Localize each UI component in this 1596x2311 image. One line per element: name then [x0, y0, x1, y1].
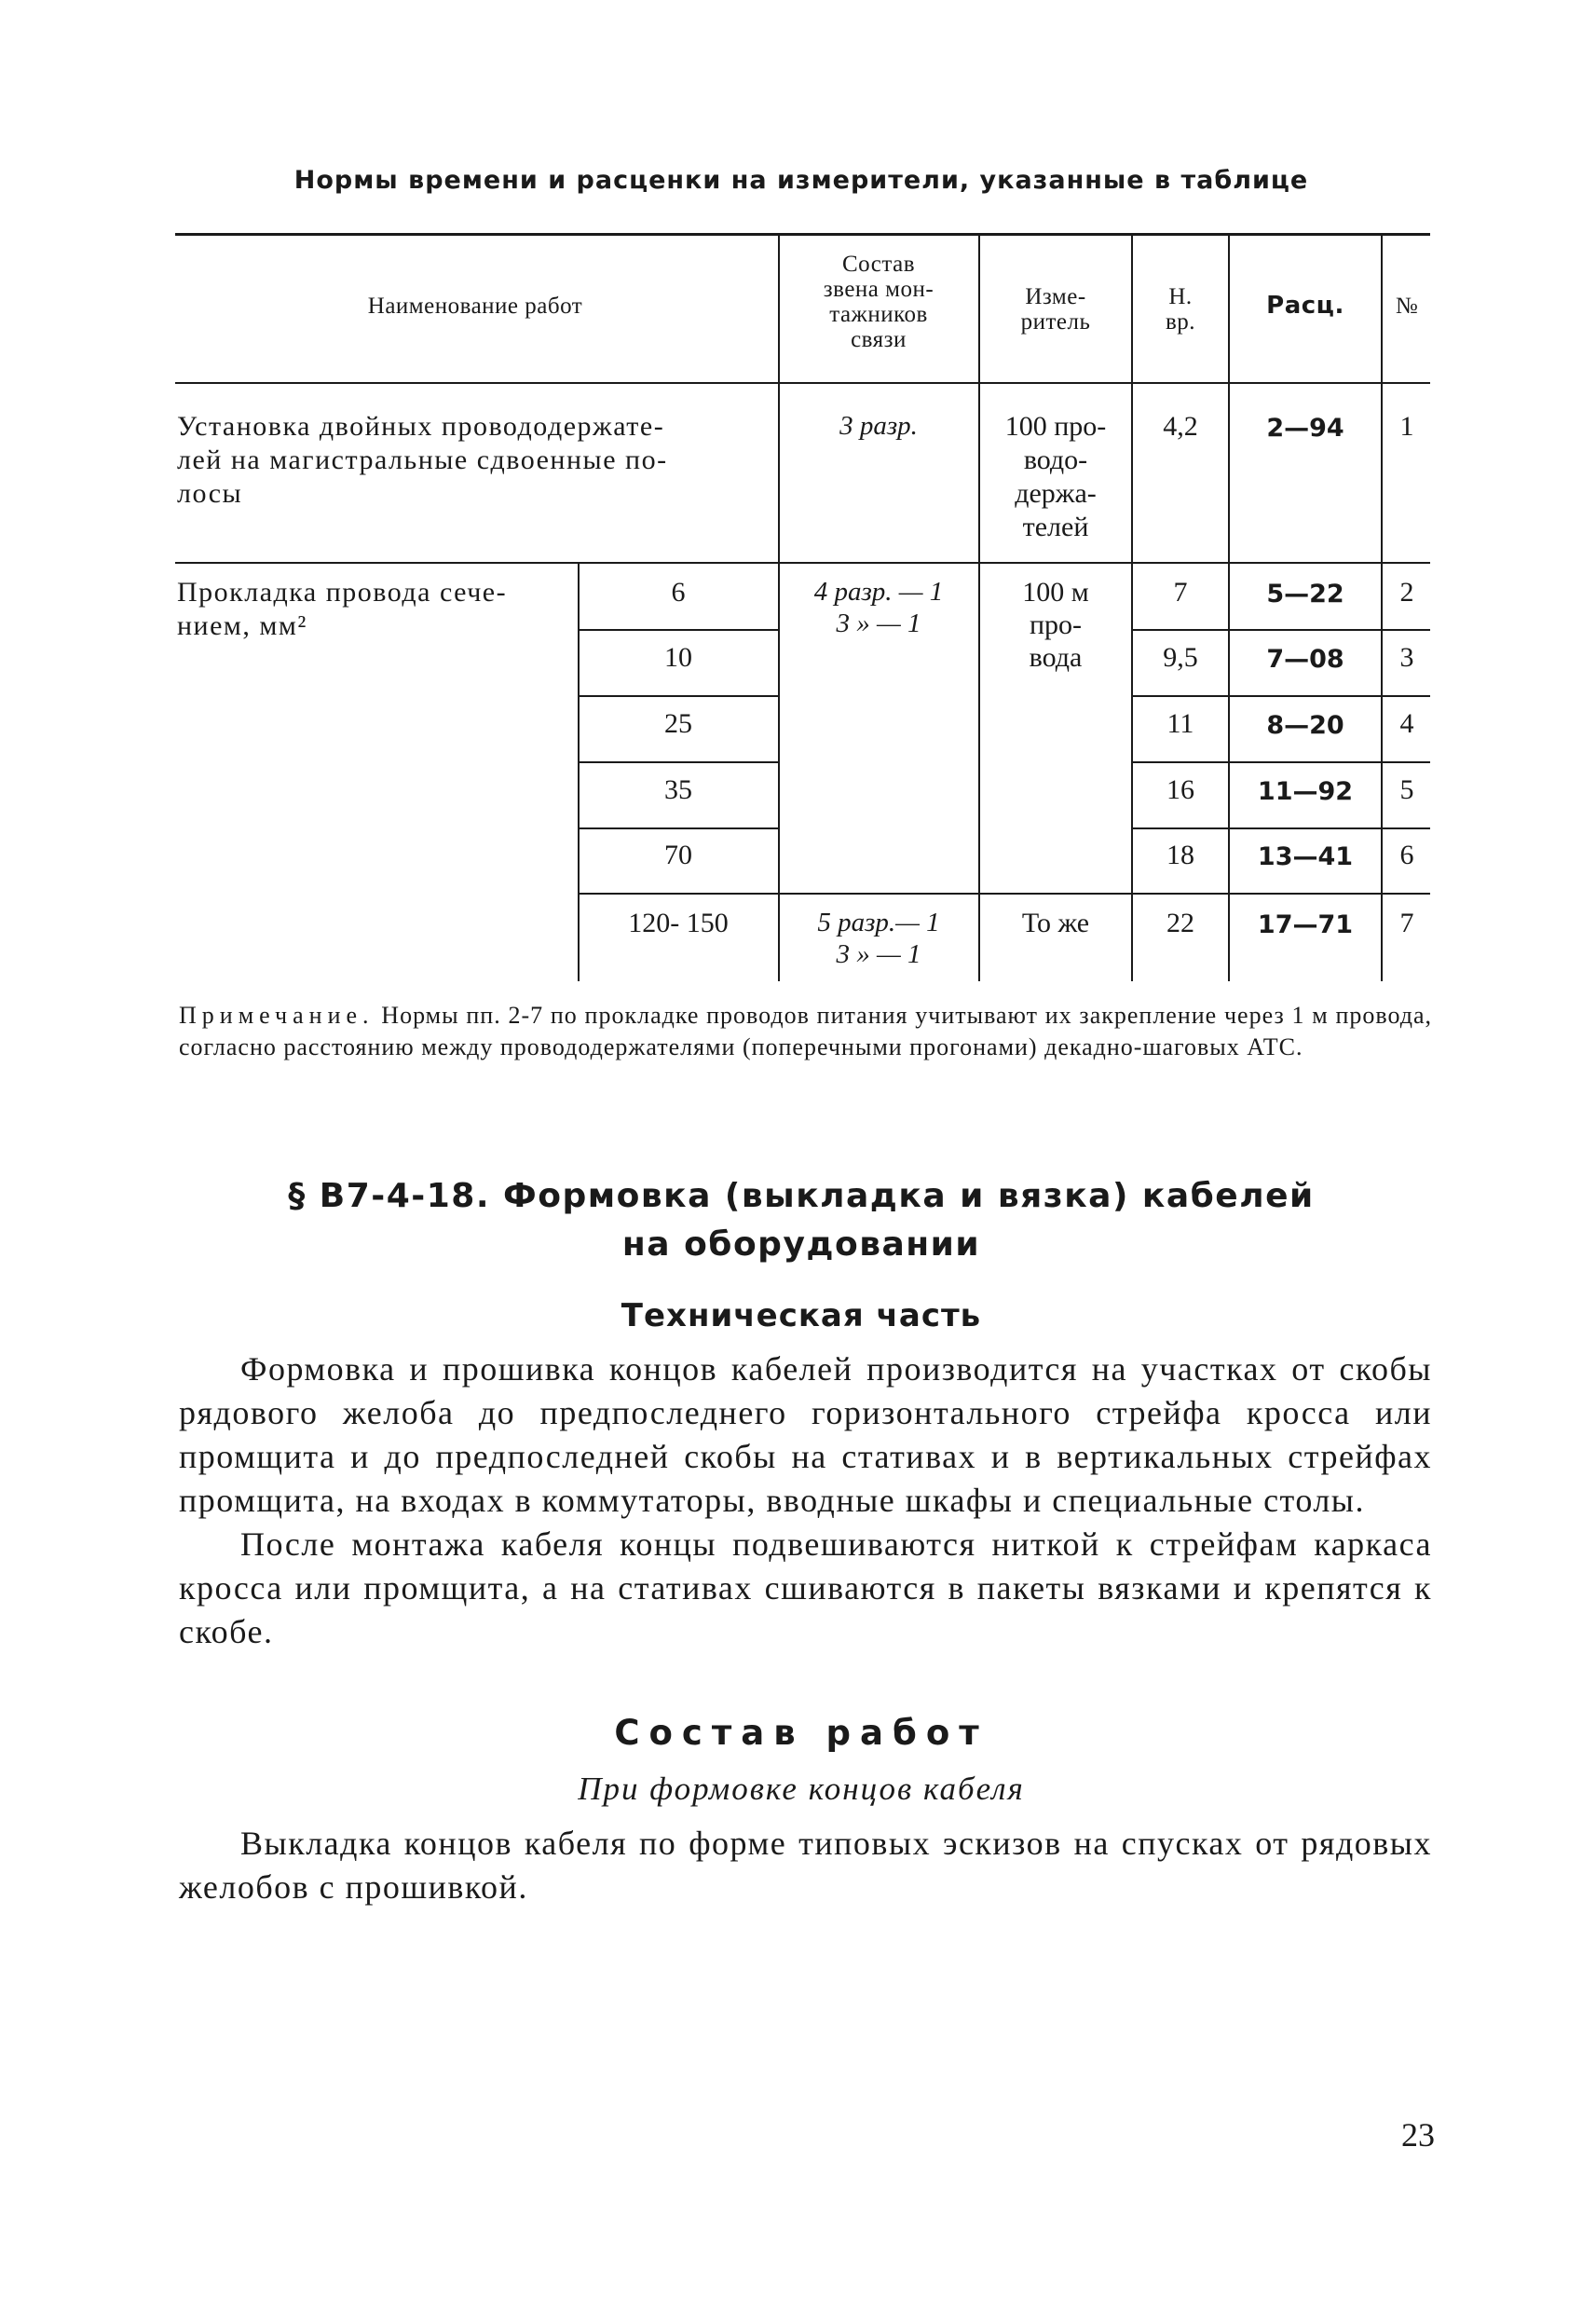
col-rule — [1381, 233, 1383, 981]
rate-value: 7—08 — [1266, 645, 1344, 674]
header-number: № — [1395, 294, 1419, 319]
rate-value: 13—41 — [1257, 842, 1354, 871]
header-bottom-rule — [175, 382, 1430, 384]
section-value: 6 — [671, 577, 686, 608]
subrow-rule — [1132, 761, 1430, 763]
row-number: 5 — [1399, 774, 1414, 805]
subrow-rule — [578, 893, 1430, 895]
group-crew-a: 4 разр. — 1 3 » — 1 — [813, 577, 944, 638]
section-title: § В7-4-18. Формовка (выкладка и вязка) кабелей на оборудовании — [288, 1177, 1315, 1264]
row1-rate: 2—94 — [1266, 414, 1344, 443]
subrow-rule — [1132, 629, 1430, 631]
row-number: 7 — [1399, 908, 1414, 938]
row1-bottom-rule — [175, 562, 1430, 564]
rate-value: 17—71 — [1257, 910, 1354, 939]
table-caption: Нормы времени и расценки на измерители, указанные в таблице — [293, 166, 1309, 195]
header-norm: Н. вр. — [1165, 284, 1196, 335]
norm-value: 9,5 — [1163, 642, 1198, 673]
technical-part-heading: Техническая часть — [621, 1297, 982, 1334]
subrow-rule — [578, 761, 779, 763]
note-label: Примечание. — [179, 1002, 375, 1029]
group-unit-b: То же — [1021, 908, 1090, 938]
table-note — [179, 1000, 1432, 1063]
technical-part-text — [179, 1347, 1432, 1654]
subrow-rule — [1132, 827, 1430, 829]
row-number: 3 — [1399, 642, 1414, 673]
rate-value: 5—22 — [1266, 580, 1344, 609]
rate-value: 11—92 — [1257, 777, 1354, 806]
work-composition-heading: Состав работ — [614, 1713, 989, 1753]
rate-value: 8—20 — [1266, 711, 1344, 740]
section-value: 35 — [664, 774, 692, 805]
row1-crew: 3 разр. — [839, 411, 918, 441]
norm-value: 16 — [1166, 774, 1194, 805]
group-name: Прокладка провода сече- нием, мм² — [177, 577, 508, 641]
norm-value: 11 — [1166, 708, 1194, 739]
col-rule — [1131, 233, 1133, 981]
section-value: 70 — [664, 840, 692, 870]
subrow-rule — [578, 629, 779, 631]
col-rule — [778, 233, 780, 981]
section-value: 25 — [664, 708, 692, 739]
norm-value: 18 — [1166, 840, 1194, 870]
paragraph: Формовка и прошивка концов кабелей производится на участках от скобы рядового желоба до предпоследнего горизонтального стрейфа кросса или промщита и до предпоследней скобы на стативах и в вертикальных стрейфах промщита, на входах в коммутаторы, вводные шкафы и специальные столы. — [179, 1350, 1432, 1519]
row1-unit: 100 про- водо- держа- телей — [1004, 411, 1107, 542]
header-rate: Расц. — [1266, 292, 1344, 320]
norms-table — [0, 0, 1596, 1025]
note-text: Нормы пп. 2-7 по прокладке проводов питания учитывают их закрепление через 1 м провода, согласно расстоянию между провододержателями (поперечными прогонами) декадно-шаговых АТС. — [179, 1002, 1432, 1060]
header-crew: Состав звена мон- тажников связи — [823, 252, 934, 352]
subrow-rule — [578, 827, 779, 829]
section-value: 10 — [664, 642, 692, 673]
norm-value: 22 — [1166, 908, 1194, 938]
row1-number: 1 — [1399, 411, 1414, 442]
row1-norm: 4,2 — [1163, 411, 1198, 442]
col-rule — [1228, 233, 1230, 981]
norm-value: 7 — [1173, 577, 1188, 608]
group-unit-a: 100 м про- вода — [1022, 577, 1089, 673]
row-number: 6 — [1399, 840, 1414, 870]
subrow-rule — [578, 695, 779, 697]
paragraph: После монтажа кабеля концы подвешиваются ниткой к стрейфам каркаса кросса или промщита, а на стативах сшиваются в пакеты вязками и крепятся к скобе. — [179, 1525, 1432, 1650]
col-rule — [578, 562, 580, 981]
row-number: 4 — [1399, 708, 1414, 739]
header-work-name: Наименование работ — [367, 294, 583, 319]
paragraph: Выкладка концов кабеля по форме типовых эскизов на спусках от рядовых желобов с прошивкой. — [179, 1825, 1432, 1906]
section-value: 120- 150 — [628, 908, 729, 938]
work-composition-subheading: При формовке концов кабеля — [578, 1771, 1025, 1807]
work-composition-text — [179, 1822, 1432, 1909]
table-top-rule — [175, 233, 1430, 236]
row1-name: Установка двойных провододержате- лей на магистральные сдвоенные по- лосы — [177, 411, 668, 509]
subrow-rule — [1132, 695, 1430, 697]
row-number: 2 — [1399, 577, 1414, 608]
group-crew-b: 5 разр.— 1 3 » — 1 — [817, 908, 940, 969]
header-unit: Изме- ритель — [1020, 284, 1091, 335]
page-number: 23 — [1401, 2116, 1435, 2154]
col-rule — [978, 233, 980, 981]
